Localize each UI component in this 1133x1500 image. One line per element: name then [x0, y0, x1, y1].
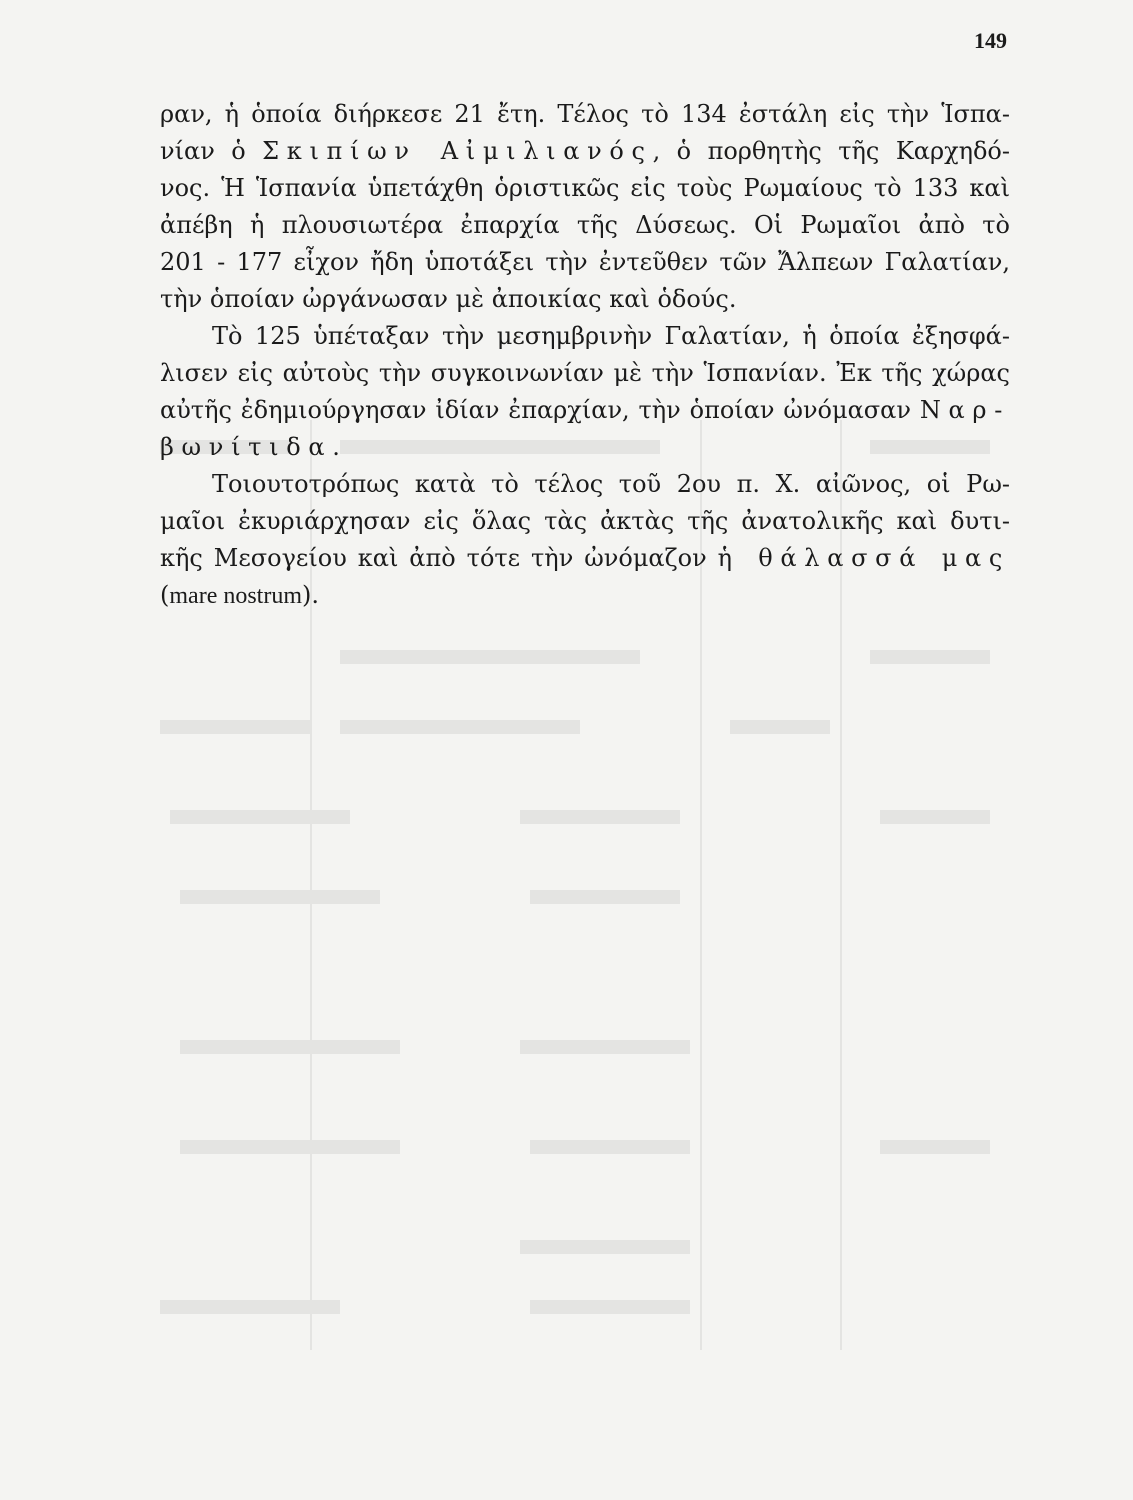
paragraph-2-line: βωνίτιδα.: [160, 433, 348, 461]
page-number: 149: [974, 28, 1007, 53]
paragraph-1-line: τὴν ὁποίαν ὠργάνωσαν μὲ ἀποικίας καὶ ὁδούς.: [160, 285, 737, 313]
paragraph-2-line: Τὸ 125 ὑπέταξαν τὴν μεσημβρινὴν Γαλατίαν, ἡ ὁποία ἐξησφά-: [212, 322, 1010, 350]
paragraph-1-line: ραν, ἡ ὁποία διήρκεσε 21 ἔτη. Τέλος τὸ 134 ἐστάλη εἰς τὴν Ἱσπα-: [160, 100, 1010, 128]
paragraph-3-line: [160, 577, 1010, 614]
paragraph-2-line: λισεν εἰς αὐτοὺς τὴν συγκοινωνίαν μὲ τὴν Ἱσπανίαν. Ἐκ τῆς χώρας: [160, 359, 1010, 387]
paragraph-3-line: μαῖοι ἐκυριάρχησαν εἰς ὅλας τὰς ἀκτὰς τῆς ἀνατολικῆς καὶ δυτι-: [160, 507, 1010, 535]
latin-phrase: mare nostrum: [169, 583, 303, 609]
paragraph-1-line: 201 - 177 εἶχον ἤδη ὑποτάξει τὴν ἐντεῦθεν τῶν Ἄλπεων Γαλατίαν,: [160, 248, 1010, 276]
text-span: (: [160, 581, 170, 609]
paragraph-2-line: [160, 392, 1010, 429]
paragraph-1-line: [160, 133, 1010, 170]
paragraph-1-line: νος. Ἡ Ἱσπανία ὑπετάχθη ὁριστικῶς εἰς τοὺς Ρωμαίους τὸ 133 καὶ: [160, 174, 1010, 202]
emphasized-phrase: ἡ θάλασσά μας: [717, 544, 1010, 572]
paragraph-1-line: ἀπέβη ἡ πλουσιωτέρα ἐπαρχία τῆς Δύσεως. Οἱ Ρωμαῖοι ἀπὸ τὸ: [160, 211, 1010, 239]
text-span: κῆς Μεσογείου καὶ ἀπὸ τότε τὴν ὠνόμαζον: [160, 544, 718, 572]
paragraph-3-line: [160, 540, 1010, 577]
body-text: [160, 96, 1010, 614]
text-span: ).: [302, 581, 320, 609]
emphasized-name: Ναρ-: [919, 396, 1010, 424]
emphasized-name: Σκιπίων Αἰμιλιανός: [262, 137, 653, 165]
text-span: νίαν ὁ: [160, 137, 263, 165]
text-span: αὐτῆς ἐδημιούργησαν ἰδίαν ἐπαρχίαν, τὴν ὁποίαν ὠνόμασαν: [160, 396, 920, 424]
text-span: , ὁ πορθητὴς τῆς Καρχηδό-: [652, 137, 1010, 165]
paragraph-3-line: Τοιουτοτρόπως κατὰ τὸ τέλος τοῦ 2ου π. Χ. αἰῶνος, οἱ Ρω-: [212, 470, 1010, 498]
